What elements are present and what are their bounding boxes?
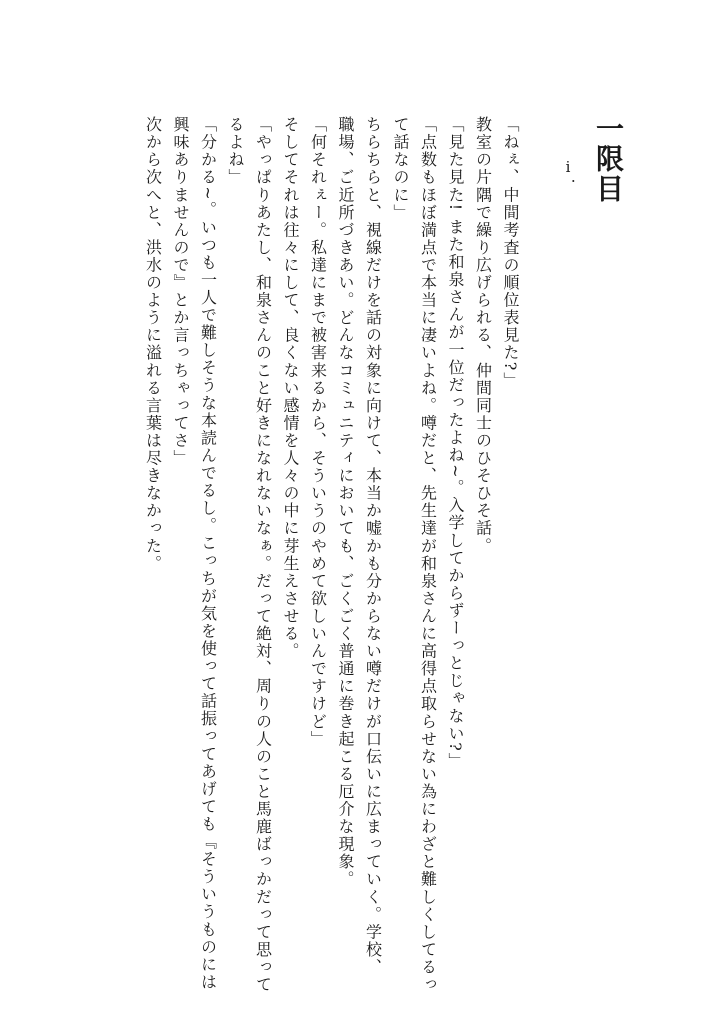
section-number: ⅰ． — [559, 158, 577, 197]
text-line: ちらちらと、視線だけを話の対象に向けて、本当か嘘かも分からない噂だけが口伝いに広まっていく。学校、 — [363, 116, 383, 976]
chapter-title: 一限目 — [592, 114, 625, 204]
text-line: 「何それぇー。私達にまで被害来るから、そういうのやめて欲しいんですけど」 — [308, 116, 328, 748]
text-line: 「やっぱりあたし、和泉さんのこと好きになれないなぁ。だって絶対、周りの人のこと馬鹿ばっかだって思って — [253, 116, 273, 994]
text-line: 「ねぇ、中間考査の順位表見た?」 — [501, 116, 520, 390]
text-line: そしてそれは往々にして、良くない感情を人々の中に芽生えさせる。 — [281, 116, 300, 661]
text-line: 職場、ご近所づきあい。どんなコミュニティにおいても、ごくごく普通に巻き起こる厄介な現象。 — [336, 116, 355, 889]
text-line: 教室の片隅で繰り広げられる、仲間同士のひそひそ話。 — [473, 116, 493, 555]
text-line: 「見た見た! また和泉さんが一位だったよね~。入学してからずーっとじゃない?」 — [446, 116, 465, 770]
vertical-body-text — [139, 116, 524, 994]
text-line: て話なのに」 — [391, 116, 410, 222]
text-line: 次から次へと、洪水のように溢れる言葉は尽きなかった。 — [143, 116, 163, 573]
text-line: 「点数もほぼ満点で本当に凄いよね。噂だと、先生達が和泉さんに高得点取らせない為にわざと難しくしてるっ — [418, 116, 438, 994]
text-line: 興味ありませんので』とか言っちゃってさ」 — [171, 116, 190, 467]
text-line: るよね」 — [226, 116, 245, 187]
text-line: 「分かる~。いつも一人で難しそうな本読んでるし。こっちが気を使って話振ってあげても『そういうものには — [198, 116, 218, 991]
